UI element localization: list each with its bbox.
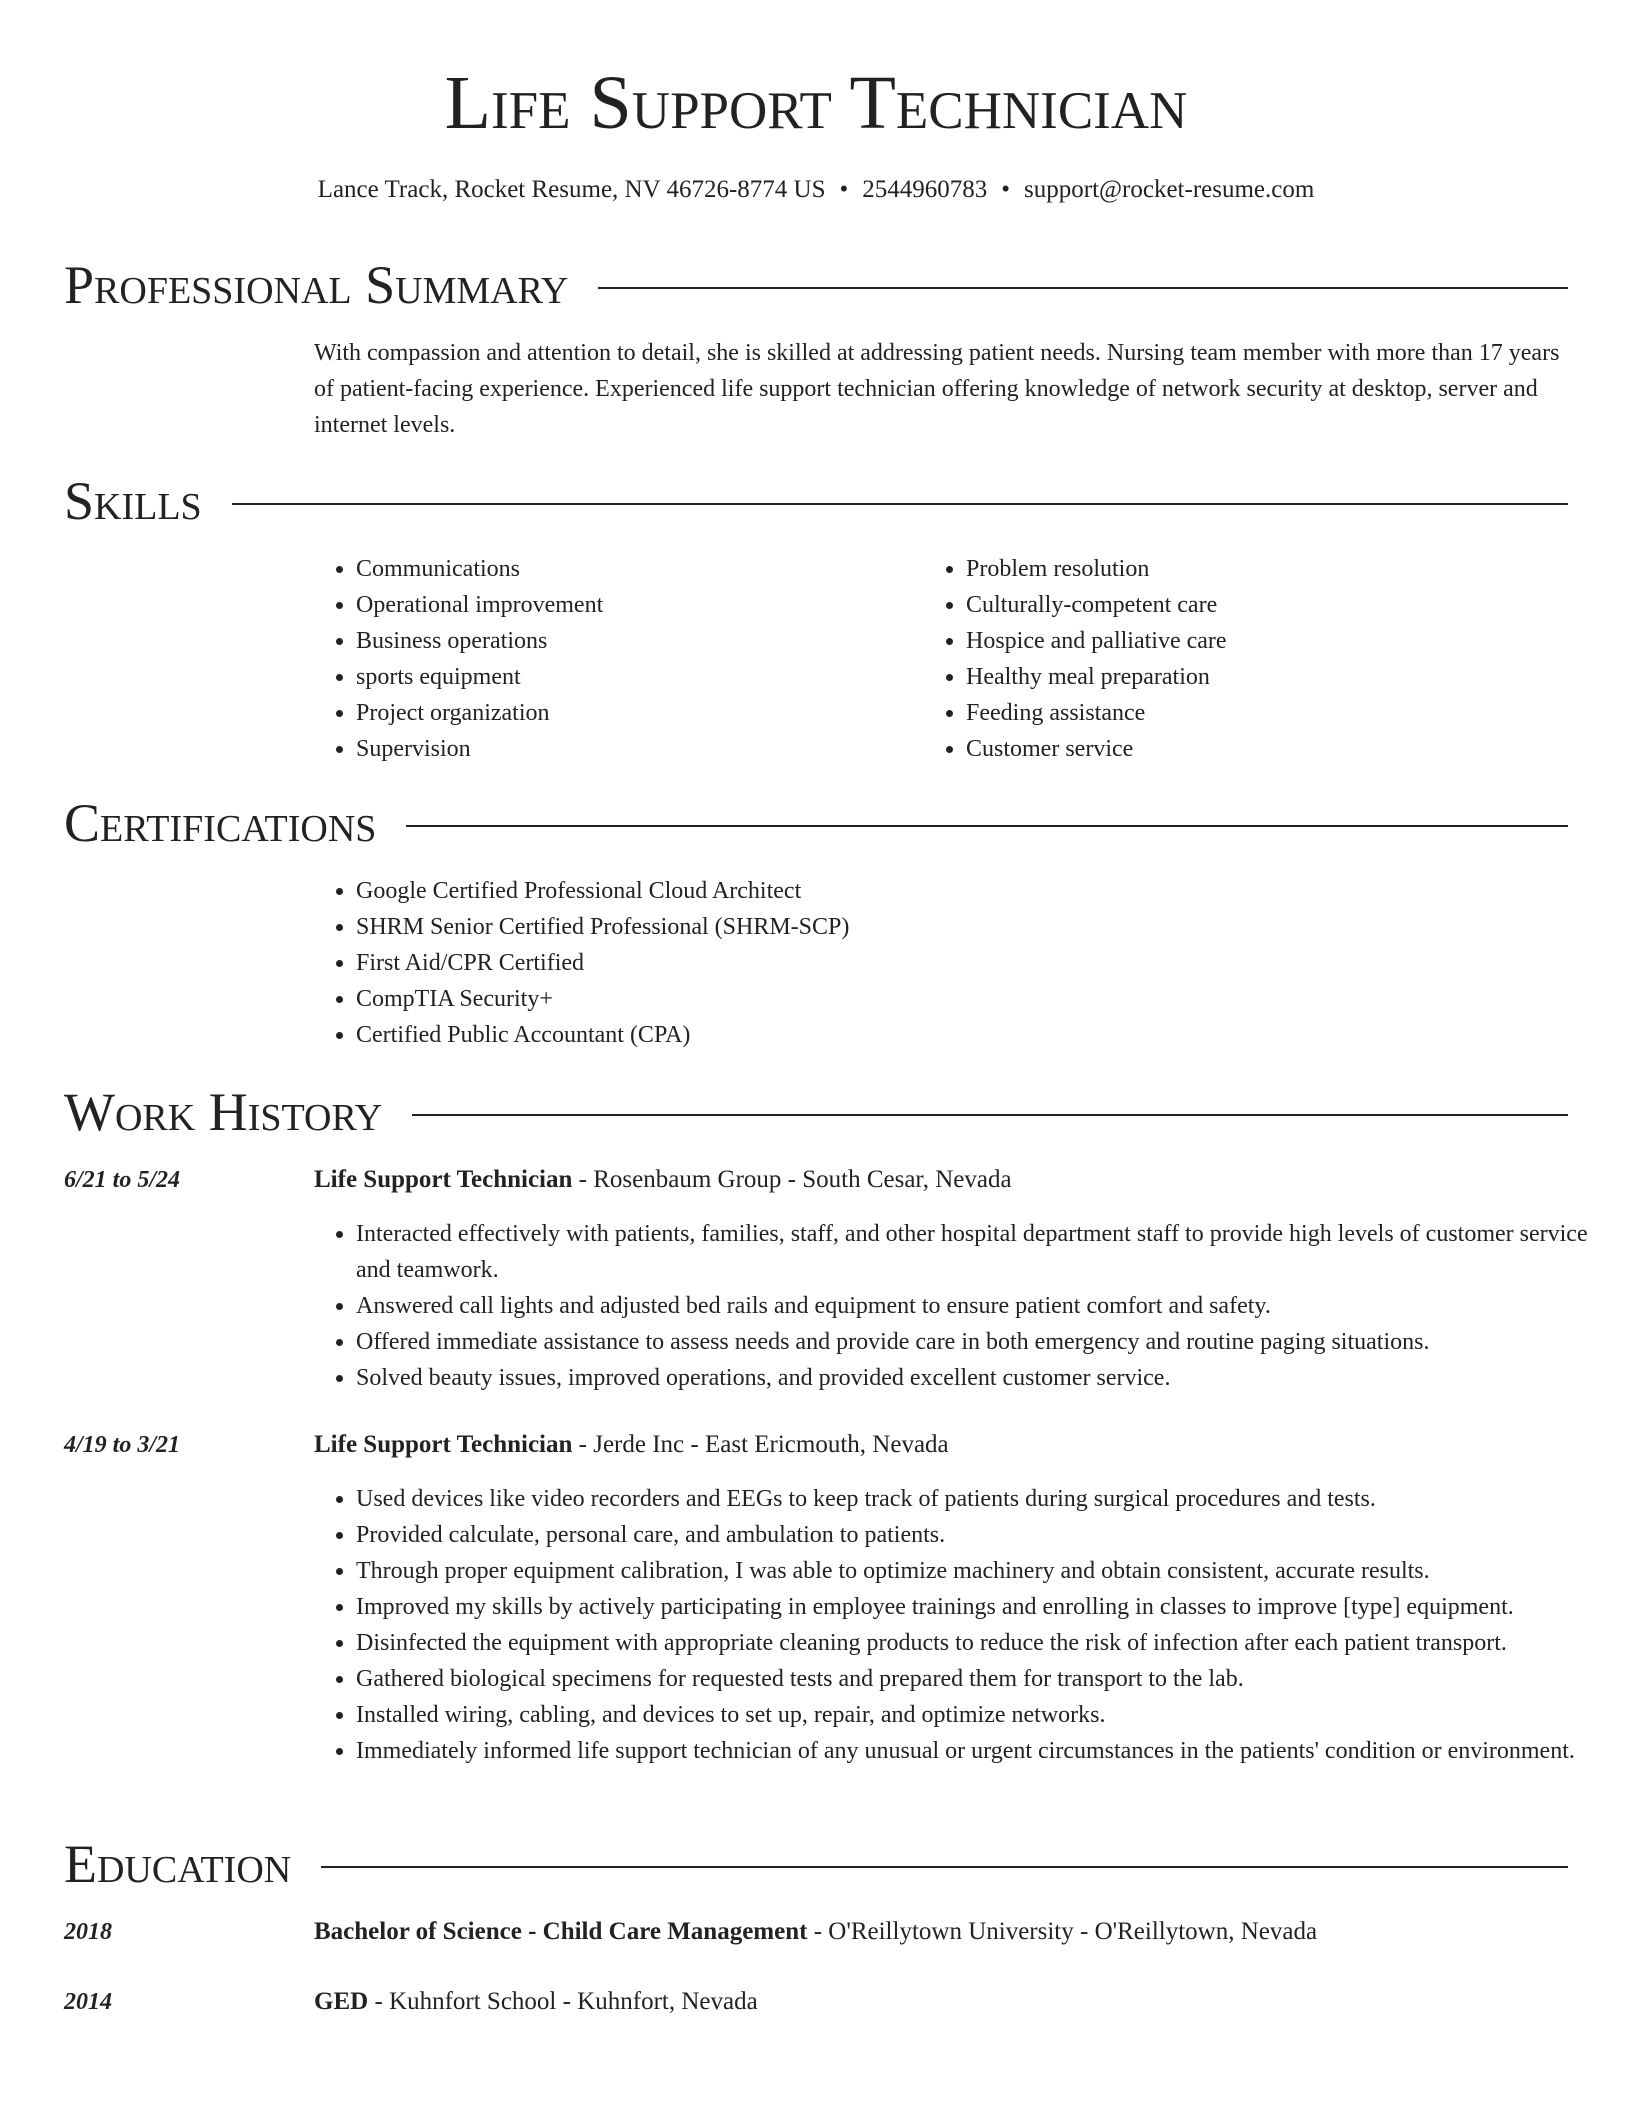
section-title: Skills <box>64 471 202 531</box>
skill-item: • Customer service <box>966 731 1566 767</box>
job-bullet: • Through proper equipment calibration, I was able to optimize machinery and obtain consistent, accurate results. <box>356 1553 1610 1589</box>
education-line <box>314 1914 1317 1950</box>
job-dates: 4/19 to 3/21 <box>64 1432 181 1458</box>
certifications-list <box>312 873 1610 1053</box>
job-bullet: • Installed wiring, cabling, and devices to set up, repair, and optimize networks. <box>356 1697 1610 1733</box>
job-bullets <box>312 1481 1610 1769</box>
education-heading <box>64 1831 1568 1897</box>
section-divider <box>598 287 1568 289</box>
education-year: 2018 <box>64 1919 112 1945</box>
contact-phone: 2544960783 <box>862 176 988 203</box>
certification-item: • First Aid/CPR Certified <box>356 945 1610 981</box>
job-bullet: • Disinfected the equipment with appropriate cleaning products to reduce the risk of infection after each patient transport. <box>356 1625 1610 1661</box>
job-employer: - Jerde Inc - East Ericmouth, Nevada <box>572 1431 949 1458</box>
summary-text: With compassion and attention to detail, she is skilled at addressing patient needs. Nursing team member with more than 17 years of patient-facing experience. Experienced life support technician offering knowledge of network security at desktop, server and internet levels. <box>314 340 1560 438</box>
skill-item: • Healthy meal preparation <box>966 659 1566 695</box>
section-divider <box>321 1866 1568 1868</box>
section-divider <box>232 503 1568 505</box>
school: - O'Reillytown University - O'Reillytown, Nevada <box>807 1918 1318 1945</box>
skill-item: • Feeding assistance <box>966 695 1566 731</box>
skills-heading <box>64 468 1568 534</box>
contact-separator: • <box>1001 176 1011 203</box>
certification-item: • CompTIA Security+ <box>356 981 1610 1017</box>
skill-item: • Hospice and palliative care <box>966 623 1566 659</box>
skill-item: • Project organization <box>356 695 916 731</box>
job-bullets <box>312 1216 1610 1396</box>
education-year: 2014 <box>64 1989 112 2015</box>
contact-email: support@rocket-resume.com <box>1024 176 1315 203</box>
job-bullet: • Interacted effectively with patients, families, staff, and other hospital department staff to provide high levels of customer service and teamwork. <box>356 1216 1610 1288</box>
skill-item: • Operational improvement <box>356 587 916 623</box>
section-divider <box>412 1114 1568 1116</box>
section-title: Professional Summary <box>64 255 569 315</box>
job-bullet: • Offered immediate assistance to assess needs and provide care in both emergency and routine paging situations. <box>356 1324 1610 1360</box>
job-title: Life Support Technician <box>314 1166 573 1193</box>
job-title-line <box>314 1162 1012 1198</box>
section-divider <box>406 825 1568 827</box>
job-bullet: • Answered call lights and adjusted bed rails and equipment to ensure patient comfort and safety. <box>356 1288 1610 1324</box>
job-employer: - Rosenbaum Group - South Cesar, Nevada <box>572 1166 1012 1193</box>
skills-list-right <box>922 551 1566 767</box>
skill-item: • Problem resolution <box>966 551 1566 587</box>
job-dates: 6/21 to 5/24 <box>64 1167 181 1193</box>
education-line <box>314 1984 758 2020</box>
degree: GED <box>314 1988 369 2015</box>
contact-separator: • <box>839 176 849 203</box>
job-bullet: • Solved beauty issues, improved operations, and provided excellent customer service. <box>356 1360 1610 1396</box>
work-history-heading <box>64 1079 1568 1145</box>
skill-item: • Culturally-competent care <box>966 587 1566 623</box>
skill-item: • Business operations <box>356 623 916 659</box>
job-bullet: • Provided calculate, personal care, and ambulation to patients. <box>356 1517 1610 1553</box>
job-title-line <box>314 1427 949 1463</box>
job-bullet: • Used devices like video recorders and EEGs to keep track of patients during surgical procedures and tests. <box>356 1481 1610 1517</box>
certification-item: • Google Certified Professional Cloud Architect <box>356 873 1610 909</box>
skill-item: • Supervision <box>356 731 916 767</box>
job-bullet: • Improved my skills by actively participating in employee trainings and enrolling in classes to improve [type] equipment. <box>356 1589 1610 1625</box>
certification-item: • SHRM Senior Certified Professional (SHRM-SCP) <box>356 909 1610 945</box>
skills-list-left <box>312 551 916 767</box>
section-title: Work History <box>64 1082 383 1142</box>
skill-item: • Communications <box>356 551 916 587</box>
skill-item: • sports equipment <box>356 659 916 695</box>
candidate-name: Life Support Technician <box>444 61 1188 145</box>
job-title: Life Support Technician <box>314 1431 573 1458</box>
job-bullet: • Gathered biological specimens for requested tests and prepared them for transport to the lab. <box>356 1661 1610 1697</box>
school: - Kuhnfort School - Kuhnfort, Nevada <box>368 1988 758 2015</box>
certifications-heading <box>64 790 1568 856</box>
degree: Bachelor of Science - Child Care Management <box>314 1918 808 1945</box>
certification-item: • Certified Public Accountant (CPA) <box>356 1017 1610 1053</box>
contact-address: Lance Track, Rocket Resume, NV 46726-8774 US <box>317 176 826 203</box>
contact-line <box>0 174 1632 206</box>
section-title: Certifications <box>64 793 377 853</box>
job-bullet: • Immediately informed life support technician of any unusual or urgent circumstances in the patients' condition or environment. <box>356 1733 1610 1769</box>
section-title: Education <box>64 1834 292 1894</box>
summary-heading <box>64 252 1568 318</box>
